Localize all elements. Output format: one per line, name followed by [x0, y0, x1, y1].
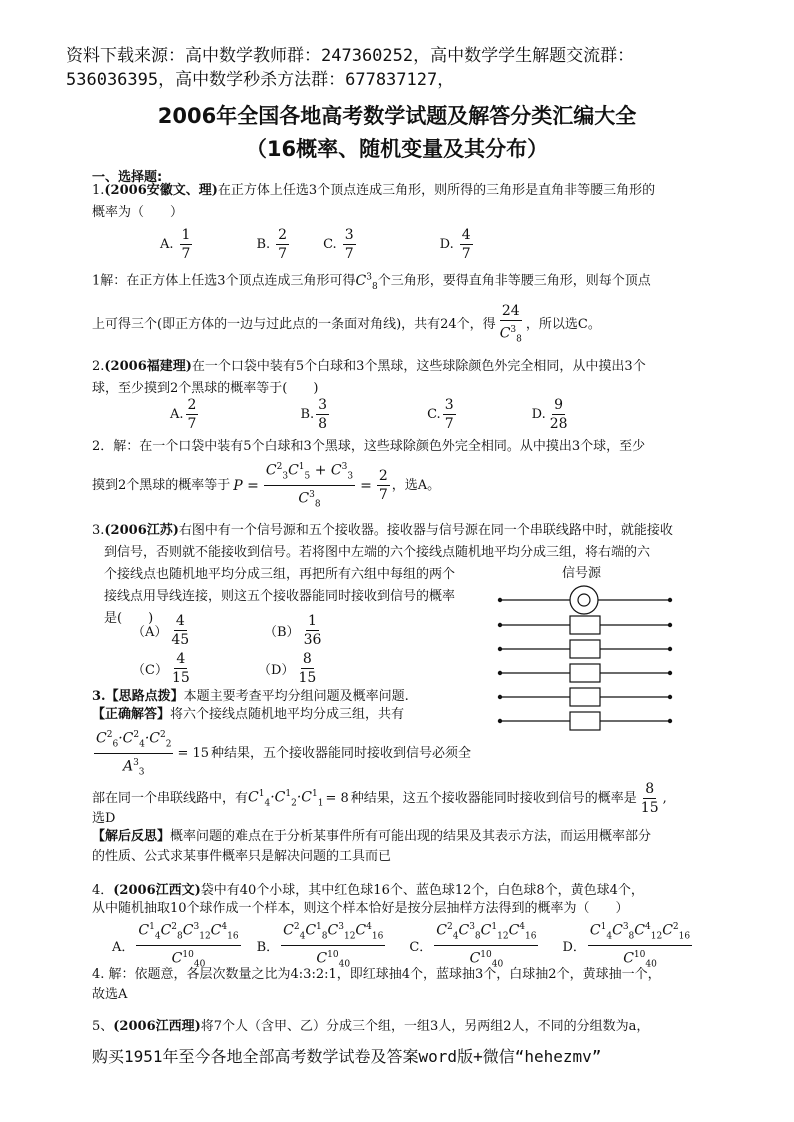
q1-line2: 概率为（ ）	[92, 205, 184, 220]
q3-option-c: （C） $\frac{4}{15}$	[132, 651, 190, 686]
q3-line5: 是( )	[104, 611, 154, 626]
q2-solution-line1: 2．解：在一个口袋中装有5个白球和3个黑球，这些球除颜色外完全相同。从中摸出3个球，至少	[92, 439, 646, 454]
q2-solution-line2: 摸到2个黑球的概率等于 P = $\frac{C^2_3C^1_5 + C^3_3}{C^3_8}$ = $\frac{2}{7}$ ，选A。	[92, 458, 440, 514]
q4-line1: 4．(2006江西文)袋中有40个小球，其中红色球16个、蓝色球12个，白色球8个，黄色球4个，	[92, 883, 644, 898]
q1-solution-line1: 1解：在正方体上任选3个顶点连成三角形可得$C^3_8$个三角形，要得直角非等腰三角形，则每个顶点	[92, 272, 651, 292]
q2-source: (2006福建理)	[104, 359, 192, 374]
header-line-2: 536036395，高中数学秒杀方法群：677837127，	[66, 70, 455, 90]
q2-option-c: C. $\frac{3}{7}$	[427, 397, 454, 432]
q2-option-b: B. $\frac{3}{8}$	[300, 397, 328, 432]
combination-c83: $C^3_8$	[355, 272, 378, 292]
q1-source: (2006安徽文、理)	[104, 183, 218, 198]
q3-line1: 3.(2006江苏)右图中有一个信号源和五个接收器。接收器与信号源在同一个串联线路中时，就能接收	[92, 523, 673, 538]
q3-answer-line3: 部在同一个串联线路中，有 $C^1_4\cdot C^1_2\cdot C^1_1$ = 8 种结果，这五个接收器能同时接收到信号的概率是 $\frac{8}{15}$ ,	[92, 781, 667, 816]
q1-option-d: D. $\frac{4}{7}$	[439, 227, 471, 262]
q1-option-c: C. $\frac{3}{7}$	[323, 227, 354, 262]
q5-source: (2006江西理)	[113, 1019, 201, 1034]
q3-grouping-fraction: $\frac{C^2_6\cdot C^2_4\cdot C^2_2}{A^3_3}$	[94, 726, 173, 782]
q4-solution-line1: 4. 解：依题意，各层次数量之比为4:3:2:1，即红球抽4个，蓝球抽3个，白球抽2个，黄球抽一个，	[92, 967, 661, 982]
q2-option-a: A. $\frac{2}{7}$	[170, 397, 197, 432]
q4-option-a: A． $\frac{C^1_4C^2_8C^3_{12}C^4_{16}}{C^{10}_{40}}$	[112, 918, 243, 974]
q2-option-d: D. $\frac{9}{28}$	[531, 397, 568, 432]
q2-solution-fraction: $\frac{C^2_3C^1_5 + C^3_3}{C^3_8}$	[264, 458, 355, 514]
q1-num: 1.	[92, 183, 105, 198]
q3-reflection-line2: 的性质、公式求某事件概率只是解决问题的工具而已	[92, 849, 392, 864]
q3-line2: 到信号，否则就不能接收到信号。若将图中左端的六个接线点随机地平均分成三组，将右端的六	[104, 545, 651, 560]
q2-options	[92, 396, 632, 433]
q1-options	[92, 226, 612, 263]
q3-final-fraction: $\frac{8}{15}$	[640, 781, 659, 816]
q3-option-a: （A） $\frac{4}{45}$	[132, 613, 190, 648]
receiver-circuit-figure	[496, 584, 676, 734]
q3-source: (2006江苏)	[104, 523, 179, 538]
q4-source: (2006江西文)	[113, 883, 201, 898]
receiver-2	[570, 640, 600, 658]
q1-option-b: B. $\frac{2}{7}$	[256, 227, 288, 262]
receiver-3	[570, 664, 600, 682]
q4-line2: 从中随机抽取10个球作成一个样本，则这个样本恰好是按分层抽样方法得到的概率为（ ）	[92, 901, 629, 916]
receiver-1	[570, 616, 600, 634]
q1-text1: 在正方体上任选3个顶点连成三角形，则所得的三角形是直角非等腰三角形的	[217, 183, 656, 198]
q4-option-c: C． $\frac{C^2_4C^3_8C^1_{12}C^4_{16}}{C^{10}_{40}}$	[409, 918, 540, 974]
q1-solution-line2: 上可得三个(即正方体的一边与过此点的一条面对角线)，共有24个，得 $\frac{24}{C^3_8}$ ，所以选C。	[92, 302, 601, 348]
q1-option-a: A. $\frac{1}{7}$	[160, 227, 191, 262]
q3-line3: 个接线点也随机地平均分成三组，再把所有六组中每组的两个	[104, 567, 456, 582]
q3-answer-line1: 【正确解答】将六个接线点随机地平均分成三组，共有	[92, 707, 405, 722]
q3-line4: 接线点用导线连接，则这五个接收器能同时接收到信号的概率	[104, 589, 456, 604]
q1-line1	[92, 180, 655, 202]
page-subtitle: （16概率、随机变量及其分布）	[245, 137, 549, 161]
section-heading: 一、选择题:	[92, 170, 163, 185]
q4-solution-line2: 故选A	[92, 987, 128, 1002]
q3-reflection-line1: 【解后反思】概率问题的难点在于分析某事件所有可能出现的结果及其表示方法，而运用概率部分	[92, 829, 652, 844]
q1-solution-fraction: $\frac{24}{C^3_8}$	[499, 303, 522, 345]
signal-source-icon	[570, 586, 598, 614]
q2-line1: 2.(2006福建理)在一个口袋中装有5个白球和3个黑球，这些球除颜色外完全相同，从中摸出3个	[92, 359, 646, 374]
footer-ad: 购买1951年至今各地全部高考数学试卷及答案word版+微信“hehezmv”	[92, 1047, 602, 1066]
q2-line2: 球，至少摸到2个黑球的概率等于( )	[92, 381, 319, 396]
receiver-4	[570, 688, 600, 706]
q3-answer-line2: $\frac{C^2_6\cdot C^2_4\cdot C^2_2}{A^3_3}$ = 15 种结果，五个接收器能同时接收到信号必须全	[92, 726, 471, 782]
q4-option-d: D． $\frac{C^1_4C^3_8C^4_{12}C^2_{16}}{C^{10}_{40}}$	[562, 918, 694, 974]
header-line-1: 资料下载来源：高中数学教师群：247360252，高中数学学生解题交流群：	[66, 46, 635, 66]
q5-line1: 5、(2006江西理)将7个人（含甲、乙）分成三个组，一组3人，另两组2人，不同的分组数为a，	[92, 1019, 650, 1034]
receiver-5	[570, 712, 600, 730]
q4-option-b: B． $\frac{C^2_4C^1_8C^3_{12}C^4_{16}}{C^{10}_{40}}$	[257, 918, 388, 974]
q3-option-d: （D） $\frac{8}{15}$	[258, 651, 317, 686]
q3-choice: 选D	[92, 811, 116, 826]
q3-analysis: 3.【思路点拨】本题主要考查平均分组问题及概率问题.	[92, 689, 409, 704]
page-title: 2006年全国各地高考数学试题及解答分类汇编大全	[157, 104, 637, 128]
q3-option-b: （B） $\frac{1}{36}$	[264, 613, 322, 648]
signal-source-label: 信号源	[562, 566, 602, 581]
